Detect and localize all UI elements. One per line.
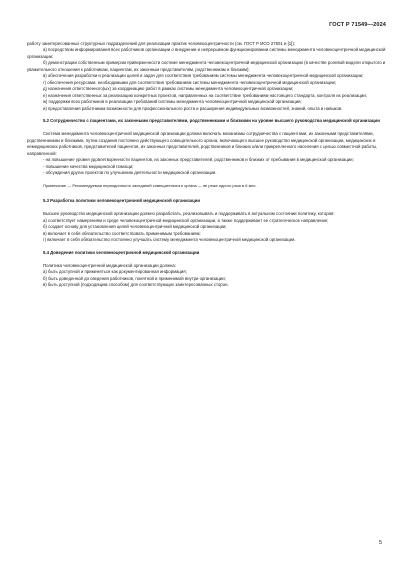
section-heading: 5.4 Доведение политики человекоцентричной медицинской организации <box>43 249 200 255</box>
body-paragraph: а) соответствует намерениям и среде человекоцентричной медицинской организации, а также поддерживает ее стратегическое направление; <box>43 217 329 223</box>
note-paragraph: Примечание — Рекомендуемая периодичность заседаний совещательного органа — не реже одного раза в 6 мес. <box>43 182 257 188</box>
body-paragraph: г) обеспечения ресурсами, необходимыми для соответствия требованиям системы менеджмента человекоцентричной медицинской организации; <box>43 79 337 85</box>
body-paragraph: в) быть доступной (подходящим способом) для соответствующих заинтересованных сторон. <box>43 282 229 288</box>
paragraph-spacer <box>27 189 389 198</box>
body-paragraph: - на повышение уровня удовлетворенности пациентов, их законных представителей, родственников и близких от пребывания в медицинской организации; <box>43 157 354 163</box>
body-paragraph: б) демонстрации собственным примером приверженности системе менеджмента человекоцентричной медицинской организации (в качестве ролевой модели открытого и уважительного отношения к работникам, пациентам, их законным представителям, родственникам и близким); <box>27 60 386 72</box>
page-number: 5 <box>379 540 382 546</box>
body-paragraph: в) обеспечения разработки и реализации целей и задач для соответствия требованиям системы менеджмента человекоцентричной медицинской организации; <box>43 73 364 79</box>
document-header-code: ГОСТ Р 71549—2024 <box>329 22 386 28</box>
body-paragraph: г) включает в себя обязательство постоянно улучшать систему менеджмента человекоцентричной медицинской организации. <box>43 237 296 243</box>
body-paragraph: б) быть доведенной до сведения работников, понятной и применимой внутри организации; <box>43 275 226 281</box>
body-paragraph: б) создает основу для установления целей человекоцентричной медицинской организации; <box>43 224 227 230</box>
body-paragraph: е) назначения ответственных за реализацию конкретных проектов, направленных на соответствие требованиям настоящего стандарта, контроля их реализации; <box>43 92 367 98</box>
body-paragraph: в) включает в себя обязательство соответствовать применимым требованиям; <box>43 230 201 236</box>
body-paragraph: ж) поддержки всех работников в реализации требований системы менеджмента человекоцентричной медицинской организации; <box>43 99 302 105</box>
document-body <box>27 41 389 289</box>
body-paragraph: - повышение качества медицинской помощи; <box>43 163 134 169</box>
body-paragraph: а) посредством информирования всех работников организации о внедрении и непрерывном функционировании системы менеджмента человекоцентричной медицинской организации; <box>27 47 386 59</box>
section-heading: 5.2 Сотрудничество с пациентами, их законными представителями, родственниками и близкими на уровне высшего руководства медицинской организации <box>43 118 380 124</box>
body-paragraph: д) назначения ответственного(ых) за координацию работ в рамках системы менеджмента человекоцентричной организации; <box>43 86 294 92</box>
body-paragraph: и) предоставления работникам возможности для профессионального роста и расширения индивидуальных возможностей, знаний, опыта и навыков. <box>43 105 343 111</box>
body-paragraph: а) быть доступной и применяться как документированная информация; <box>43 269 187 275</box>
body-paragraph: - обсуждения других проектов по улучшению деятельности медицинской организации. <box>43 170 217 176</box>
body-paragraph: Высшее руководство медицинской организации должно разработать, реализовывать и поддерживать в актуальном состоянии политику, которая: <box>43 211 335 217</box>
body-paragraph: работу заинтересованных структурных подразделений для реализации практик человекоцентричности (см. ГОСТ Р ИСО 27501 и [1]); <box>27 41 295 46</box>
body-paragraph: Система менеджмента человекоцентричной медицинской организации должна включать механизмы сотрудничества с пациентами, их законными представителями, родственниками и близкими, путем создания постоянно действующего совещательного органа, включающего высшее руководство медицинской организации, медицинских и немедицинских работников, представителей пациентов, их законных представителей, родственников и близких и/или прикрепленного населения с целью совместной работы, направленной: <box>27 131 378 156</box>
body-paragraph: Политика человекоцентричной медицинской организации должна: <box>43 262 176 268</box>
section-heading: 5.3 Разработка политики человекоцентричной медицинской организации <box>43 198 201 204</box>
